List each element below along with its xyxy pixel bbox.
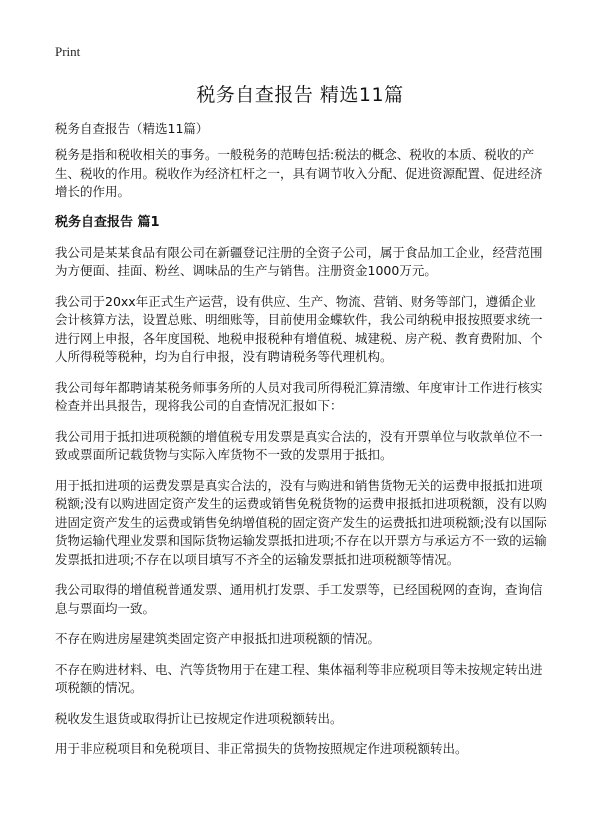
paragraph: 我公司取得的增值税普通发票、通用机打发票、手工发票等，已经国税网的查询，查询信息与票面均一致。: [55, 582, 543, 616]
paragraph: 我公司于20xx年正式生产运营，设有供应、生产、物流、营销、财务等部门，遵循企业会计核算方法，设置总账、明细账等，目前使用金蝶软件，我公司纳税申报按照要求统一进行网上申报，各年度国税、地税申报税种有增值税、城建税、房产税、教育费附加、个人所得税等税种，均为自行申报，没有聘请税务等代理机构。: [55, 293, 543, 364]
document-body: [55, 120, 547, 771]
paragraph: 我公司每年都聘请某税务师事务所的人员对我司所得税汇算清缴、年度审计工作进行核实检查并出具报告，现将我公司的自查情况汇报如下：: [55, 379, 543, 413]
paragraph: 用于非应税项目和免税项目、非正常损失的货物按照规定作进项税额转出。: [55, 741, 468, 756]
intro-paragraph: 税务是指和税收相关的事务。一般税务的范畴包括:税法的概念、税收的本质、税收的产生、税收的作用。税收作为经济杠杆之一，具有调节收入分配、促进资源配置、促进经济增长的作用。: [55, 147, 543, 199]
paragraph: 用于抵扣进项的运费发票是真实合法的，没有与购进和销售货物无关的运费申报抵扣进项税额;没有以购进固定资产发生的运费或销售免税货物的运费申报抵扣进项税额，没有以购进固定资产发生的运费或销售免纳增值税的固定资产发生的运费抵扣进项税额;没有以国际货物运输代理业发票和国际货物运输发票抵扣进项;不存在以开票方与承运方不一致的运输发票抵扣进项;不存在以项目填写不齐全的运输发票抵扣进项税额等情况。: [55, 477, 547, 567]
paragraph: 不存在购进房屋建筑类固定资产申报抵扣进项税额的情况。: [55, 631, 381, 646]
document-subtitle: 税务自查报告（精选11篇）: [55, 121, 209, 136]
paragraph: 不存在购进材料、电、汽等货物用于在建工程、集体福利等非应税项目等未按规定转出进项税额的情况。: [55, 661, 543, 695]
paragraph: 我公司是某某食品有限公司在新疆登记注册的全资子公司，属于食品加工企业，经营范围为方便面、挂面、粉丝、调味品的生产与销售。注册资金1000万元。: [55, 244, 543, 278]
paragraph: 税收发生退货或取得折让已按规定作进项税额转出。: [55, 710, 343, 726]
paragraph: 我公司用于抵扣进项税额的增值税专用发票是真实合法的，没有开票单位与收款单位不一致或票面所记载货物与实际入库货物不一致的发票用于抵扣。: [55, 428, 543, 462]
page-title: 税务自查报告 精选11篇: [196, 84, 404, 106]
print-link[interactable]: Print: [55, 44, 81, 59]
section-heading: 税务自查报告 篇1: [55, 214, 160, 230]
